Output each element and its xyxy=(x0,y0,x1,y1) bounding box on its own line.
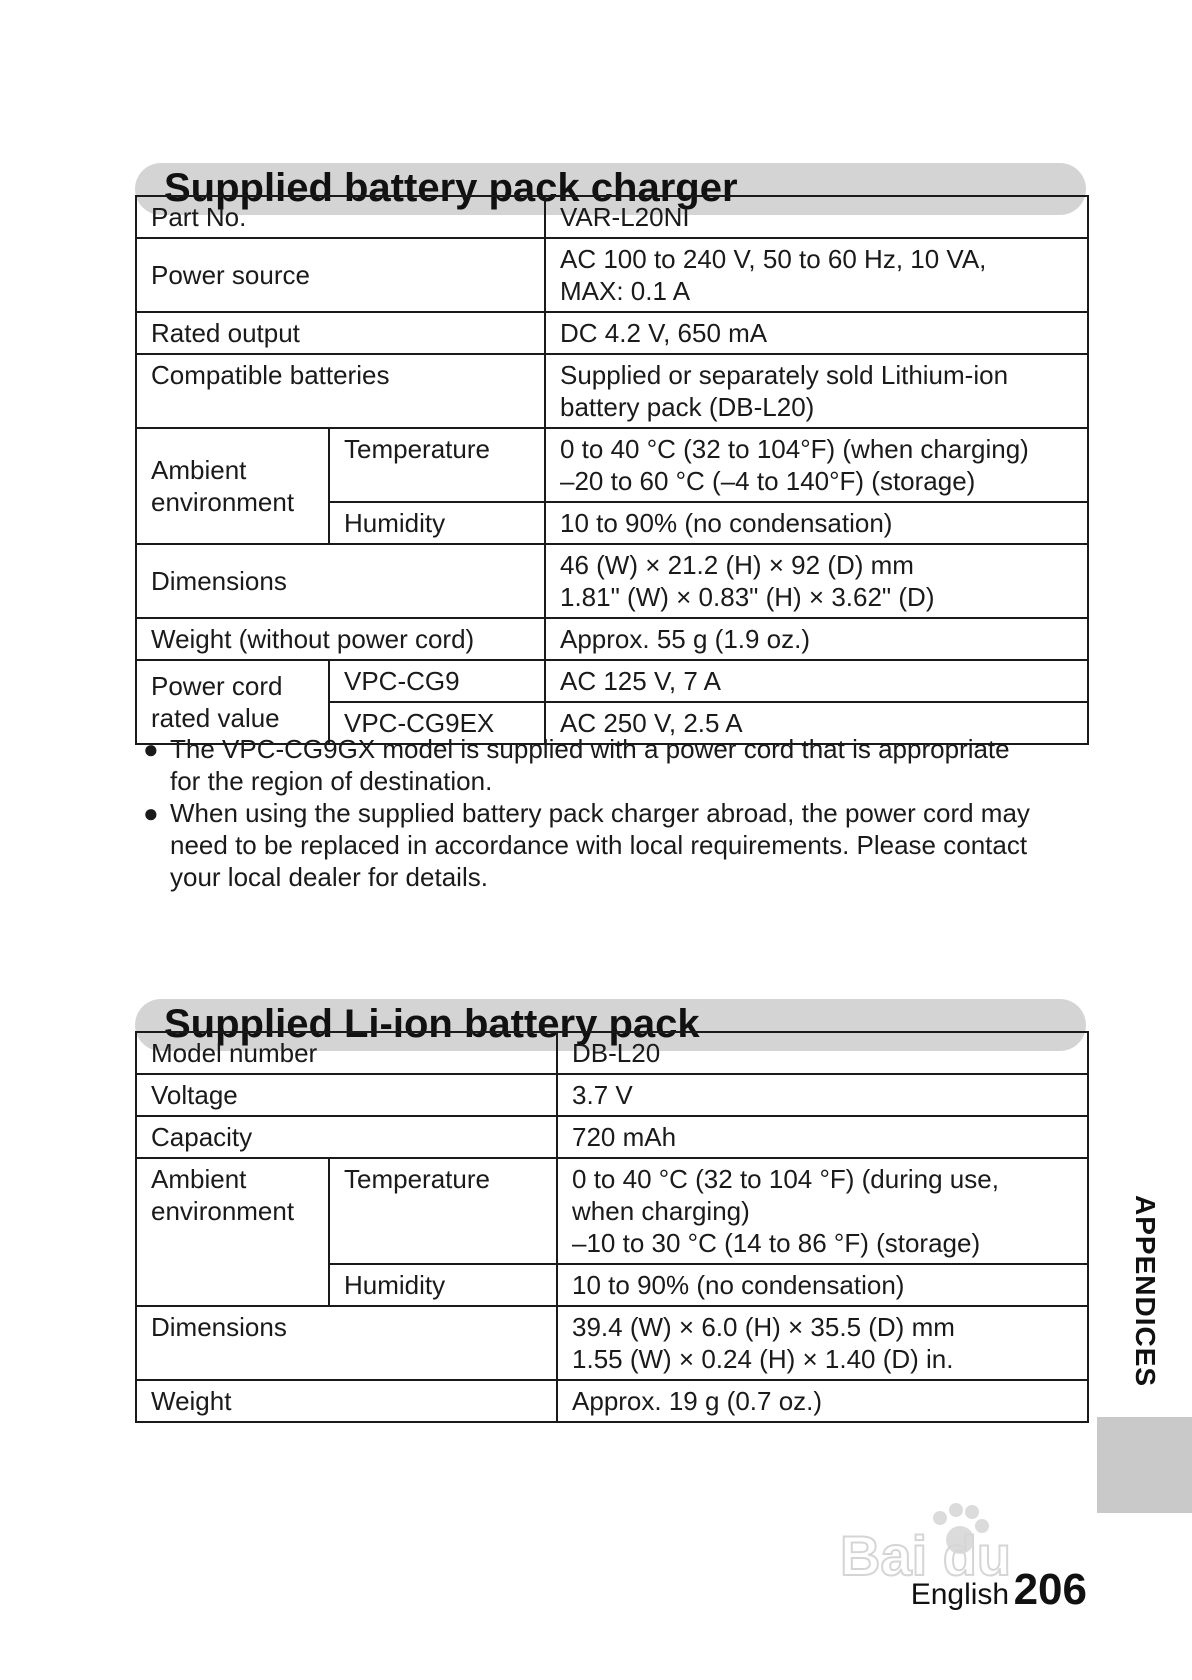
table-row xyxy=(136,1306,1088,1380)
value-line: 39.4 (W) × 6.0 (H) × 35.5 (D) mm xyxy=(572,1312,955,1342)
sub-label: VPC-CG9 xyxy=(329,660,545,702)
row-label: Capacity xyxy=(136,1116,557,1158)
watermark-text: Bai du xyxy=(840,1524,1012,1587)
sub-label: Temperature xyxy=(329,428,545,502)
label-line: rated value xyxy=(151,703,280,733)
table-row xyxy=(136,1380,1088,1422)
row-label: Voltage xyxy=(136,1074,557,1116)
row-label: Power source xyxy=(136,238,545,312)
table-row xyxy=(136,1032,1088,1074)
value-line: when charging) xyxy=(572,1196,750,1226)
row-label: Compatible batteries xyxy=(136,354,545,428)
table-row xyxy=(136,238,1088,312)
note-line: The VPC-CG9GX model is supplied with a power cord that is appropriate xyxy=(170,734,1010,764)
value-line: 46 (W) × 21.2 (H) × 92 (D) mm xyxy=(560,550,914,580)
battery-spec-table xyxy=(135,1031,1089,1423)
charger-spec-table xyxy=(135,195,1089,745)
table-row xyxy=(136,660,1088,702)
row-value: Approx. 19 g (0.7 oz.) xyxy=(557,1380,1088,1422)
note-line: need to be replaced in accordance with local requirements. Please contact xyxy=(170,830,1028,860)
row-label xyxy=(136,660,329,744)
value-line: 1.55 (W) × 0.24 (H) × 1.40 (D) in. xyxy=(572,1344,954,1374)
table-row xyxy=(136,1116,1088,1158)
note-line: your local dealer for details. xyxy=(170,862,488,892)
notes-list xyxy=(143,733,1093,893)
table-row xyxy=(136,196,1088,238)
label-line: Power cord xyxy=(151,671,283,701)
row-value: 720 mAh xyxy=(557,1116,1088,1158)
row-value xyxy=(545,544,1088,618)
sub-label: Humidity xyxy=(329,1264,557,1306)
row-label: Part No. xyxy=(136,196,545,238)
row-value xyxy=(557,1306,1088,1380)
table-row xyxy=(136,1158,1088,1264)
section-title: Supplied Li-ion battery pack xyxy=(164,1002,700,1046)
row-value xyxy=(545,238,1088,312)
value-line: AC 100 to 240 V, 50 to 60 Hz, 10 VA, xyxy=(560,244,987,274)
row-value: DB-L20 xyxy=(557,1032,1088,1074)
note-line: for the region of destination. xyxy=(170,766,493,796)
row-value: VAR-L20NI xyxy=(545,196,1088,238)
bullet-icon: ● xyxy=(143,734,159,764)
table-row xyxy=(136,618,1088,660)
table-row xyxy=(136,312,1088,354)
value-line: Supplied or separately sold Lithium-ion xyxy=(560,360,1009,390)
list-item xyxy=(143,733,1093,797)
section-title: Supplied battery pack charger xyxy=(164,166,738,210)
label-line: environment xyxy=(151,487,295,517)
value-line: MAX: 0.1 A xyxy=(560,276,691,306)
row-label: Weight (without power cord) xyxy=(136,618,545,660)
footer-language: English xyxy=(910,1578,1010,1611)
row-value xyxy=(557,1158,1088,1264)
label-line: Ambient xyxy=(151,455,247,485)
bullet-icon: ● xyxy=(143,798,159,828)
row-label: Weight xyxy=(136,1380,557,1422)
row-label: Model number xyxy=(136,1032,557,1074)
row-label: Dimensions xyxy=(136,1306,557,1380)
sub-label: VPC-CG9EX xyxy=(329,702,545,744)
label-line: environment xyxy=(151,1196,295,1226)
row-value: 10 to 90% (no condensation) xyxy=(545,502,1088,544)
page-footer xyxy=(911,1565,1087,1615)
row-label: Rated output xyxy=(136,312,545,354)
label-line: Ambient xyxy=(151,1164,247,1194)
value-line: 0 to 40 °C (32 to 104°F) (when charging) xyxy=(560,434,1029,464)
row-value: 10 to 90% (no condensation) xyxy=(557,1264,1088,1306)
note-line: When using the supplied battery pack charger abroad, the power cord may xyxy=(170,798,1030,828)
table-row xyxy=(136,428,1088,502)
table-row xyxy=(136,1074,1088,1116)
row-value: DC 4.2 V, 650 mA xyxy=(545,312,1088,354)
list-item xyxy=(143,797,1093,893)
row-value: 3.7 V xyxy=(557,1074,1088,1116)
row-value: AC 125 V, 7 A xyxy=(545,660,1088,702)
sub-label: Temperature xyxy=(329,1158,557,1264)
table-row xyxy=(136,354,1088,428)
row-label xyxy=(136,1158,329,1306)
value-line: –10 to 30 °C (14 to 86 °F) (storage) xyxy=(572,1228,981,1258)
row-value xyxy=(545,428,1088,502)
table-row xyxy=(136,544,1088,618)
page-number: 206 xyxy=(1013,1565,1087,1614)
value-line: battery pack (DB-L20) xyxy=(560,392,815,422)
sub-label: Humidity xyxy=(329,502,545,544)
row-value xyxy=(545,354,1088,428)
side-tab-label: APPENDICES xyxy=(1130,1195,1161,1388)
row-value: Approx. 55 g (1.9 oz.) xyxy=(545,618,1088,660)
value-line: –20 to 60 °C (–4 to 140°F) (storage) xyxy=(560,466,976,496)
row-value: AC 250 V, 2.5 A xyxy=(545,702,1088,744)
row-label: Dimensions xyxy=(136,544,545,618)
value-line: 1.81" (W) × 0.83" (H) × 3.62" (D) xyxy=(560,582,935,612)
value-line: 0 to 40 °C (32 to 104 °F) (during use, xyxy=(572,1164,999,1194)
row-label xyxy=(136,428,329,544)
side-tab-marker xyxy=(1097,1417,1192,1513)
